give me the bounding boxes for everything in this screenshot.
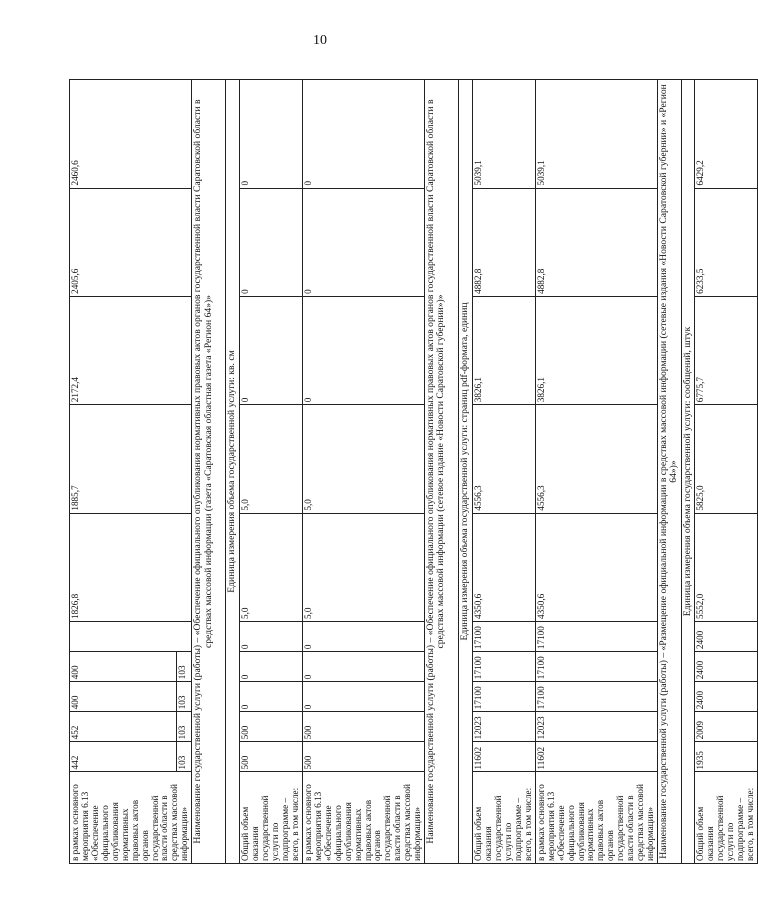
unit-row: [459, 80, 473, 864]
table-cell: 500: [302, 712, 424, 742]
table-cell: 2400: [695, 652, 758, 682]
table-cell: 17100: [535, 652, 657, 682]
table-cell: 5,0: [302, 405, 424, 513]
row-label: Общий объем оказания государственной услуги по подпрограмме – всего, в том числе:: [695, 772, 758, 864]
table-cell: 5825,0: [695, 405, 758, 513]
table-cell: 103: [176, 742, 192, 772]
table-cell: 103: [176, 712, 192, 742]
table-cell: 0: [302, 80, 424, 189]
table-cell: 17100: [535, 682, 657, 712]
row-label: в рамках основного мероприятия 6.13 «Обеспечение официального опубликования нормативных правовых актов органов государственной власти области в средствах массовой информации»: [535, 772, 657, 864]
table-cell: 0: [240, 296, 303, 404]
row-label: Общий объем оказания государственной услуги по подпрограмме – всего, в том числе:: [473, 772, 536, 864]
table-cell: 0: [240, 652, 303, 682]
section-title: Наименование государственной услуги (работы) – «Размещение официальной информации в средствах массовой информации (сетевые издания «Новости Саратовской губернии» и «Регион 64»)»: [658, 80, 682, 864]
table-cell: 4882,8: [535, 188, 657, 296]
row-label: в рамках основного мероприятия 6.13 «Обеспечение официального опубликования нормативных правовых актов органов государственной власти области в средствах массовой информации»: [302, 772, 424, 864]
table-cell: 5,0: [240, 405, 303, 513]
section-title: Наименование государственной услуги (работы) – «Обеспечение официального опубликования нормативных правовых актов органов государственной власти Саратовской области в средствах массовой информации (газета «Саратовская областная газета «Регион 64»)»: [192, 80, 226, 864]
table-cell: 4350,6: [535, 513, 657, 621]
section-header-row: [658, 80, 682, 864]
table-cell: 12023: [473, 712, 536, 742]
table-cell: 4556,3: [473, 405, 536, 513]
table-cell: 442: [70, 742, 177, 772]
table-cell: 0: [302, 682, 424, 712]
rotated-table-wrapper: [69, 79, 755, 864]
table-cell: 6429,2: [695, 80, 758, 189]
table-cell: 500: [302, 742, 424, 772]
unit-label: Единица измерения объема государственной услуги: кв. см: [226, 80, 240, 864]
table-cell: 6233,5: [695, 188, 758, 296]
table-row: [302, 80, 424, 864]
unit-label: Единица измерения объема государственной услуги: страниц pdf-формата, единиц: [459, 80, 473, 864]
table-cell: 500: [240, 712, 303, 742]
table-row: [70, 80, 177, 864]
table-cell: 11602: [535, 742, 657, 772]
table-cell: 4882,8: [473, 188, 536, 296]
unit-row: [226, 80, 240, 864]
section-header-row: [192, 80, 226, 864]
table-cell: 452: [70, 712, 177, 742]
table-row: [240, 80, 303, 864]
section-title: Наименование государственной услуги (работы) – «Обеспечение официального опубликования нормативных правовых актов органов государственной власти Саратовской области в средствах массовой информации (сетевое издание «Новости Саратовской губернии»)»: [425, 80, 459, 864]
table-cell: 3826,1: [535, 296, 657, 404]
table-cell: 5039,1: [473, 80, 536, 189]
table-cell: 0: [240, 682, 303, 712]
row-label: в рамках основного мероприятия 6.13 «Обеспечение официального опубликования нормативных правовых актов органов государственной власти области в средствах массовой информации»: [70, 772, 192, 864]
table-cell: 2172,4: [70, 296, 192, 404]
table-cell: 0: [302, 188, 424, 296]
table-cell: [70, 622, 192, 652]
table-cell: 500: [240, 742, 303, 772]
table-cell: 400: [70, 682, 177, 712]
page-number: 10: [313, 33, 327, 48]
budget-table: [69, 79, 758, 864]
table-cell: 11602: [473, 742, 536, 772]
table-cell: 5,0: [302, 513, 424, 621]
table-cell: 17100: [473, 682, 536, 712]
table-row: [535, 80, 657, 864]
table-cell: 0: [240, 188, 303, 296]
table-row: [473, 80, 536, 864]
table-cell: 17100: [535, 622, 657, 652]
table-cell: 0: [240, 80, 303, 189]
table-cell: 2460,6: [70, 80, 192, 189]
table-cell: 2405,6: [70, 188, 192, 296]
table-cell: 0: [240, 622, 303, 652]
table-cell: 0: [302, 652, 424, 682]
unit-row: [681, 80, 694, 864]
table-cell: 103: [176, 682, 192, 712]
unit-label: Единица измерения объема государственной услуги: сообщений, штук: [681, 80, 694, 864]
table-cell: 6775,7: [695, 296, 758, 404]
table-cell: 17100: [473, 622, 536, 652]
section-header-row: [425, 80, 459, 864]
table-cell: 400: [70, 652, 177, 682]
table-cell: 17100: [473, 652, 536, 682]
table-cell: 12023: [535, 712, 657, 742]
table-cell: 1935: [695, 742, 758, 772]
table-cell: 0: [302, 622, 424, 652]
table-cell: 103: [176, 652, 192, 682]
row-label: Общий объем оказания государственной услуги по подпрограмме – всего, в том числе:: [240, 772, 303, 864]
table-cell: 4556,3: [535, 405, 657, 513]
table-cell: 5039,1: [535, 80, 657, 189]
table-cell: 1826,8: [70, 513, 192, 621]
table-row: [695, 80, 758, 864]
table-cell: 5552,0: [695, 513, 758, 621]
table-cell: 5,0: [240, 513, 303, 621]
table-cell: 2400: [695, 682, 758, 712]
table-cell: 2400: [695, 622, 758, 652]
table-cell: 0: [302, 296, 424, 404]
table-cell: 3826,1: [473, 296, 536, 404]
table-cell: 1885,7: [70, 405, 192, 513]
table-cell: 4350,6: [473, 513, 536, 621]
table-cell: 2009: [695, 712, 758, 742]
